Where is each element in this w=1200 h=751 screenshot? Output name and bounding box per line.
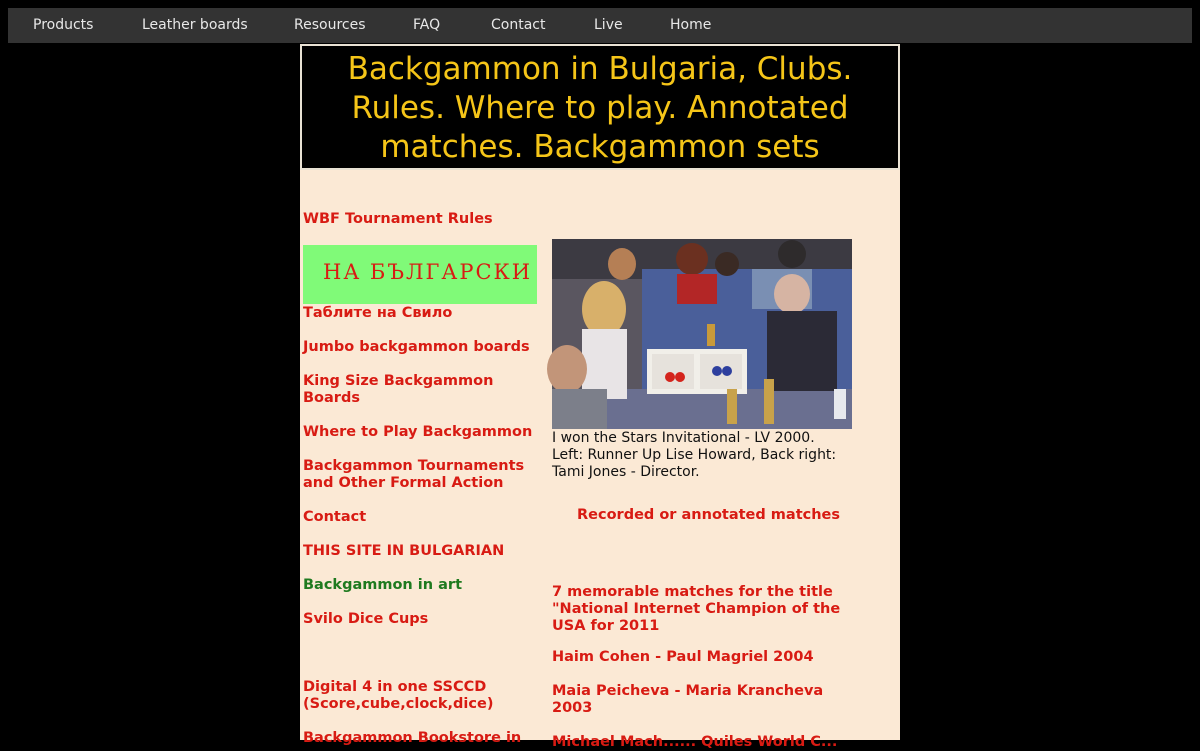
link-king-size-boards[interactable] bbox=[303, 373, 493, 407]
link-svilo-boards[interactable]: Таблите на Свило bbox=[303, 305, 453, 321]
nav-home[interactable]: Home bbox=[670, 17, 712, 33]
photo-caption-line-1: I won the Stars Invitational - LV 2000. bbox=[552, 430, 815, 446]
link-peicheva-krancheva[interactable] bbox=[552, 683, 823, 717]
link-jumbo-boards[interactable]: Jumbo backgammon boards bbox=[303, 339, 530, 355]
link-backgammon-art[interactable]: Backgammon in art bbox=[303, 577, 462, 593]
link-peicheva-line-2: 2003 bbox=[552, 700, 593, 716]
page-title bbox=[302, 50, 898, 167]
link-tournaments-line-2: and Other Formal Action bbox=[303, 475, 504, 491]
link-memorable-line-3: USA for 2011 bbox=[552, 618, 660, 634]
nav-resources[interactable]: Resources bbox=[294, 17, 366, 33]
link-dice-cups[interactable]: Svilo Dice Cups bbox=[303, 611, 429, 627]
link-ssccd-line-1: Digital 4 in one SSCCD bbox=[303, 679, 487, 695]
photo-caption-line-2: Left: Runner Up Lise Howard, Back right: bbox=[552, 447, 837, 463]
tournament-photo-image bbox=[552, 239, 852, 429]
nav-contact[interactable]: Contact bbox=[491, 17, 546, 33]
link-ssccd[interactable] bbox=[303, 679, 493, 713]
link-site-bulgarian[interactable]: THIS SITE IN BULGARIAN bbox=[303, 543, 505, 559]
nav-products[interactable]: Products bbox=[33, 17, 94, 33]
link-wbf-rules[interactable]: WBF Tournament Rules bbox=[303, 211, 493, 227]
link-where-to-play[interactable]: Where to Play Backgammon bbox=[303, 424, 533, 440]
link-partial-match[interactable]: Michael Mach...... Quiles World C... bbox=[552, 734, 838, 750]
link-memorable-matches[interactable] bbox=[552, 584, 840, 635]
link-recorded-matches[interactable]: Recorded or annotated matches bbox=[577, 507, 841, 523]
page-header bbox=[300, 44, 900, 170]
link-tournaments-line-1: Backgammon Tournaments bbox=[303, 458, 525, 474]
main-content bbox=[300, 170, 900, 750]
link-peicheva-line-1: Maia Peicheva - Maria Krancheva bbox=[552, 683, 824, 699]
link-contact[interactable]: Contact bbox=[303, 509, 367, 525]
photo-caption bbox=[552, 430, 852, 481]
page-title-line-1: Backgammon in Bulgaria, Clubs. bbox=[347, 51, 853, 87]
link-memorable-line-2: "National Internet Champion of the bbox=[552, 601, 841, 617]
link-memorable-line-1: 7 memorable matches for the title bbox=[552, 584, 833, 600]
bulgarian-banner-label: НА БЪЛГАРСКИ bbox=[323, 260, 533, 284]
top-navbar bbox=[8, 8, 1192, 43]
link-king-size-line-1: King Size Backgammon bbox=[303, 373, 494, 389]
nav-leather-boards[interactable]: Leather boards bbox=[142, 17, 248, 33]
photo-caption-line-3: Tami Jones - Director. bbox=[552, 464, 700, 480]
link-bookstore[interactable]: Backgammon Bookstore in bbox=[303, 730, 522, 746]
link-king-size-line-2: Boards bbox=[303, 390, 360, 406]
tournament-photo bbox=[552, 239, 852, 429]
bulgarian-banner[interactable] bbox=[303, 245, 537, 304]
link-ssccd-line-2: (Score,cube,clock,dice) bbox=[303, 696, 494, 712]
nav-faq[interactable]: FAQ bbox=[413, 17, 441, 33]
nav-live[interactable]: Live bbox=[594, 17, 623, 33]
link-cohen-magriel[interactable]: Haim Cohen - Paul Magriel 2004 bbox=[552, 649, 814, 665]
page-title-line-2: Rules. Where to play. Annotated bbox=[351, 90, 849, 126]
link-tournaments[interactable] bbox=[303, 458, 524, 492]
page-title-line-3: matches. Backgammon sets bbox=[380, 129, 820, 165]
